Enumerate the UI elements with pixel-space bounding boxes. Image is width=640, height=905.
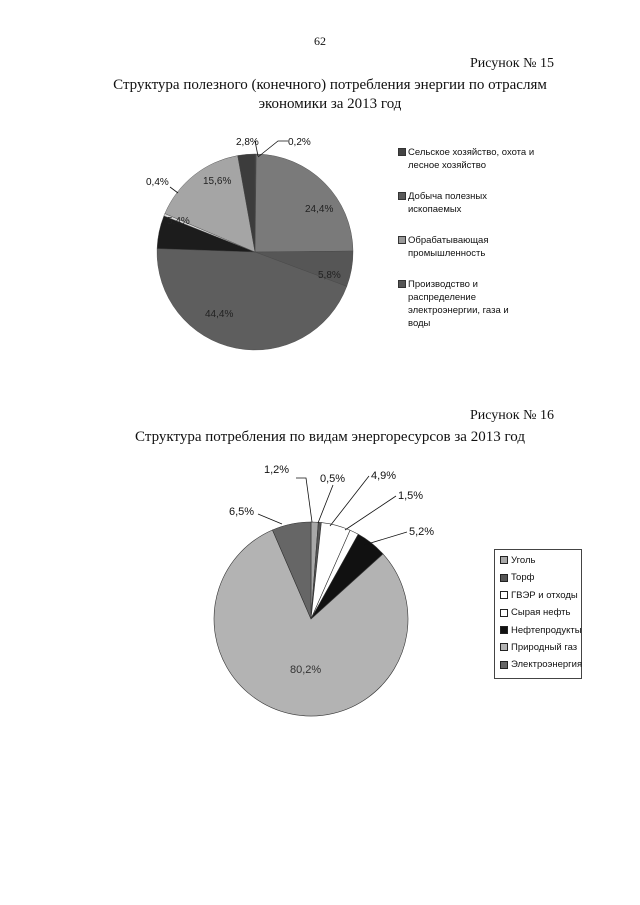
legend2-text-1: Торф (511, 572, 535, 584)
pie1-slice-1 (255, 154, 353, 252)
legend2-swatch-4 (500, 626, 508, 634)
pie1-label-0: 0,2% (288, 137, 311, 148)
legend2-item-4 (500, 623, 581, 640)
pie2-leader-1 (318, 485, 333, 523)
pie2-leader-0 (296, 478, 312, 522)
legend1-swatch-1 (398, 192, 406, 200)
legend2-swatch-3 (500, 609, 508, 617)
pie1-label-1: 24,4% (305, 204, 334, 215)
legend1-text-3-1: распределение (408, 292, 476, 303)
legend1-swatch-2 (398, 236, 406, 244)
figure16-label: Рисунок № 16 (470, 408, 554, 423)
pie2-leader-3 (345, 496, 396, 530)
pie1-label-5: 0,4% (146, 177, 169, 188)
pie1-label-4: 5,4% (167, 216, 190, 227)
legend2-text-4: Нефтепродукты (511, 624, 582, 636)
pie1-leader-5 (170, 187, 178, 193)
legend1-text-2-0: Обрабатывающая (408, 235, 489, 246)
legend2-item-5 (500, 640, 581, 657)
legend1-text-3-0: Производство и (408, 279, 478, 290)
figure16-title: Структура потребления по видам энергоресурсов за 2013 год (135, 429, 525, 445)
legend1-item-2 (398, 234, 558, 260)
legend2-text-5: Природный газ (511, 641, 578, 653)
legend2-swatch-0 (500, 556, 508, 564)
pie1-label-2: 5,8% (318, 270, 341, 281)
legend1-item-0 (398, 146, 558, 172)
legend1-text-3-3: воды (408, 318, 431, 329)
legend1-text-0-0: Сельское хозяйство, охота и (408, 147, 535, 158)
pie2-label-2: 4,9% (371, 470, 397, 482)
legend2-text-3: Сырая нефть (511, 607, 571, 619)
legend2-text-0: Уголь (511, 555, 536, 566)
pie-chart-2 (214, 464, 434, 716)
page-number: 62 (314, 34, 326, 48)
figure15-title-line2: экономики за 2013 год (258, 96, 402, 112)
legend1-swatch-3 (398, 280, 406, 288)
pie2-leader-6 (258, 514, 282, 524)
legend1-text-1-0: Добыча полезных (408, 191, 487, 202)
legend2-swatch-2 (500, 591, 508, 599)
legend1-text-0-1: лесное хозяйство (408, 160, 486, 171)
legend2-item-1 (500, 570, 581, 587)
figure16-legend (494, 549, 582, 679)
legend2-swatch-6 (500, 661, 508, 669)
figure15-title-line1: Структура полезного (конечного) потребления энергии по отраслям (113, 77, 547, 93)
pie2-label-5: 80,2% (290, 664, 322, 676)
legend2-item-0 (500, 553, 581, 570)
pie2-leader-4 (364, 532, 407, 545)
legend2-item-2 (500, 588, 581, 605)
figure15-label: Рисунок № 15 (470, 56, 554, 71)
legend2-text-6: Электроэнергия (511, 659, 583, 671)
legend1-text-2-1: промышленность (408, 248, 486, 259)
legend1-text-3-2: электроэнергии, газа и (408, 305, 509, 316)
pie1-label-3: 44,4% (205, 309, 234, 320)
legend1-swatch-0 (398, 148, 406, 156)
pie2-label-3: 1,5% (398, 490, 424, 502)
legend2-item-3 (500, 605, 581, 622)
pie2-label-4: 5,2% (409, 526, 435, 538)
legend1-text-1-1: ископаемых (408, 204, 462, 215)
pie1-label-7: 2,8% (236, 137, 259, 148)
pie1-label-6: 15,6% (203, 176, 232, 187)
pie2-label-1: 0,5% (320, 473, 346, 485)
legend1-item-1 (398, 190, 558, 216)
legend1-item-3 (398, 278, 558, 330)
legend2-swatch-1 (500, 574, 508, 582)
legend2-item-6 (500, 657, 581, 674)
legend2-swatch-5 (500, 643, 508, 651)
legend2-text-2: ГВЭР и отходы (511, 589, 578, 601)
pie2-label-6: 6,5% (229, 506, 255, 518)
pie2-label-0: 1,2% (264, 464, 290, 476)
figure15-legend (398, 146, 558, 348)
pie-chart-1 (146, 137, 353, 350)
